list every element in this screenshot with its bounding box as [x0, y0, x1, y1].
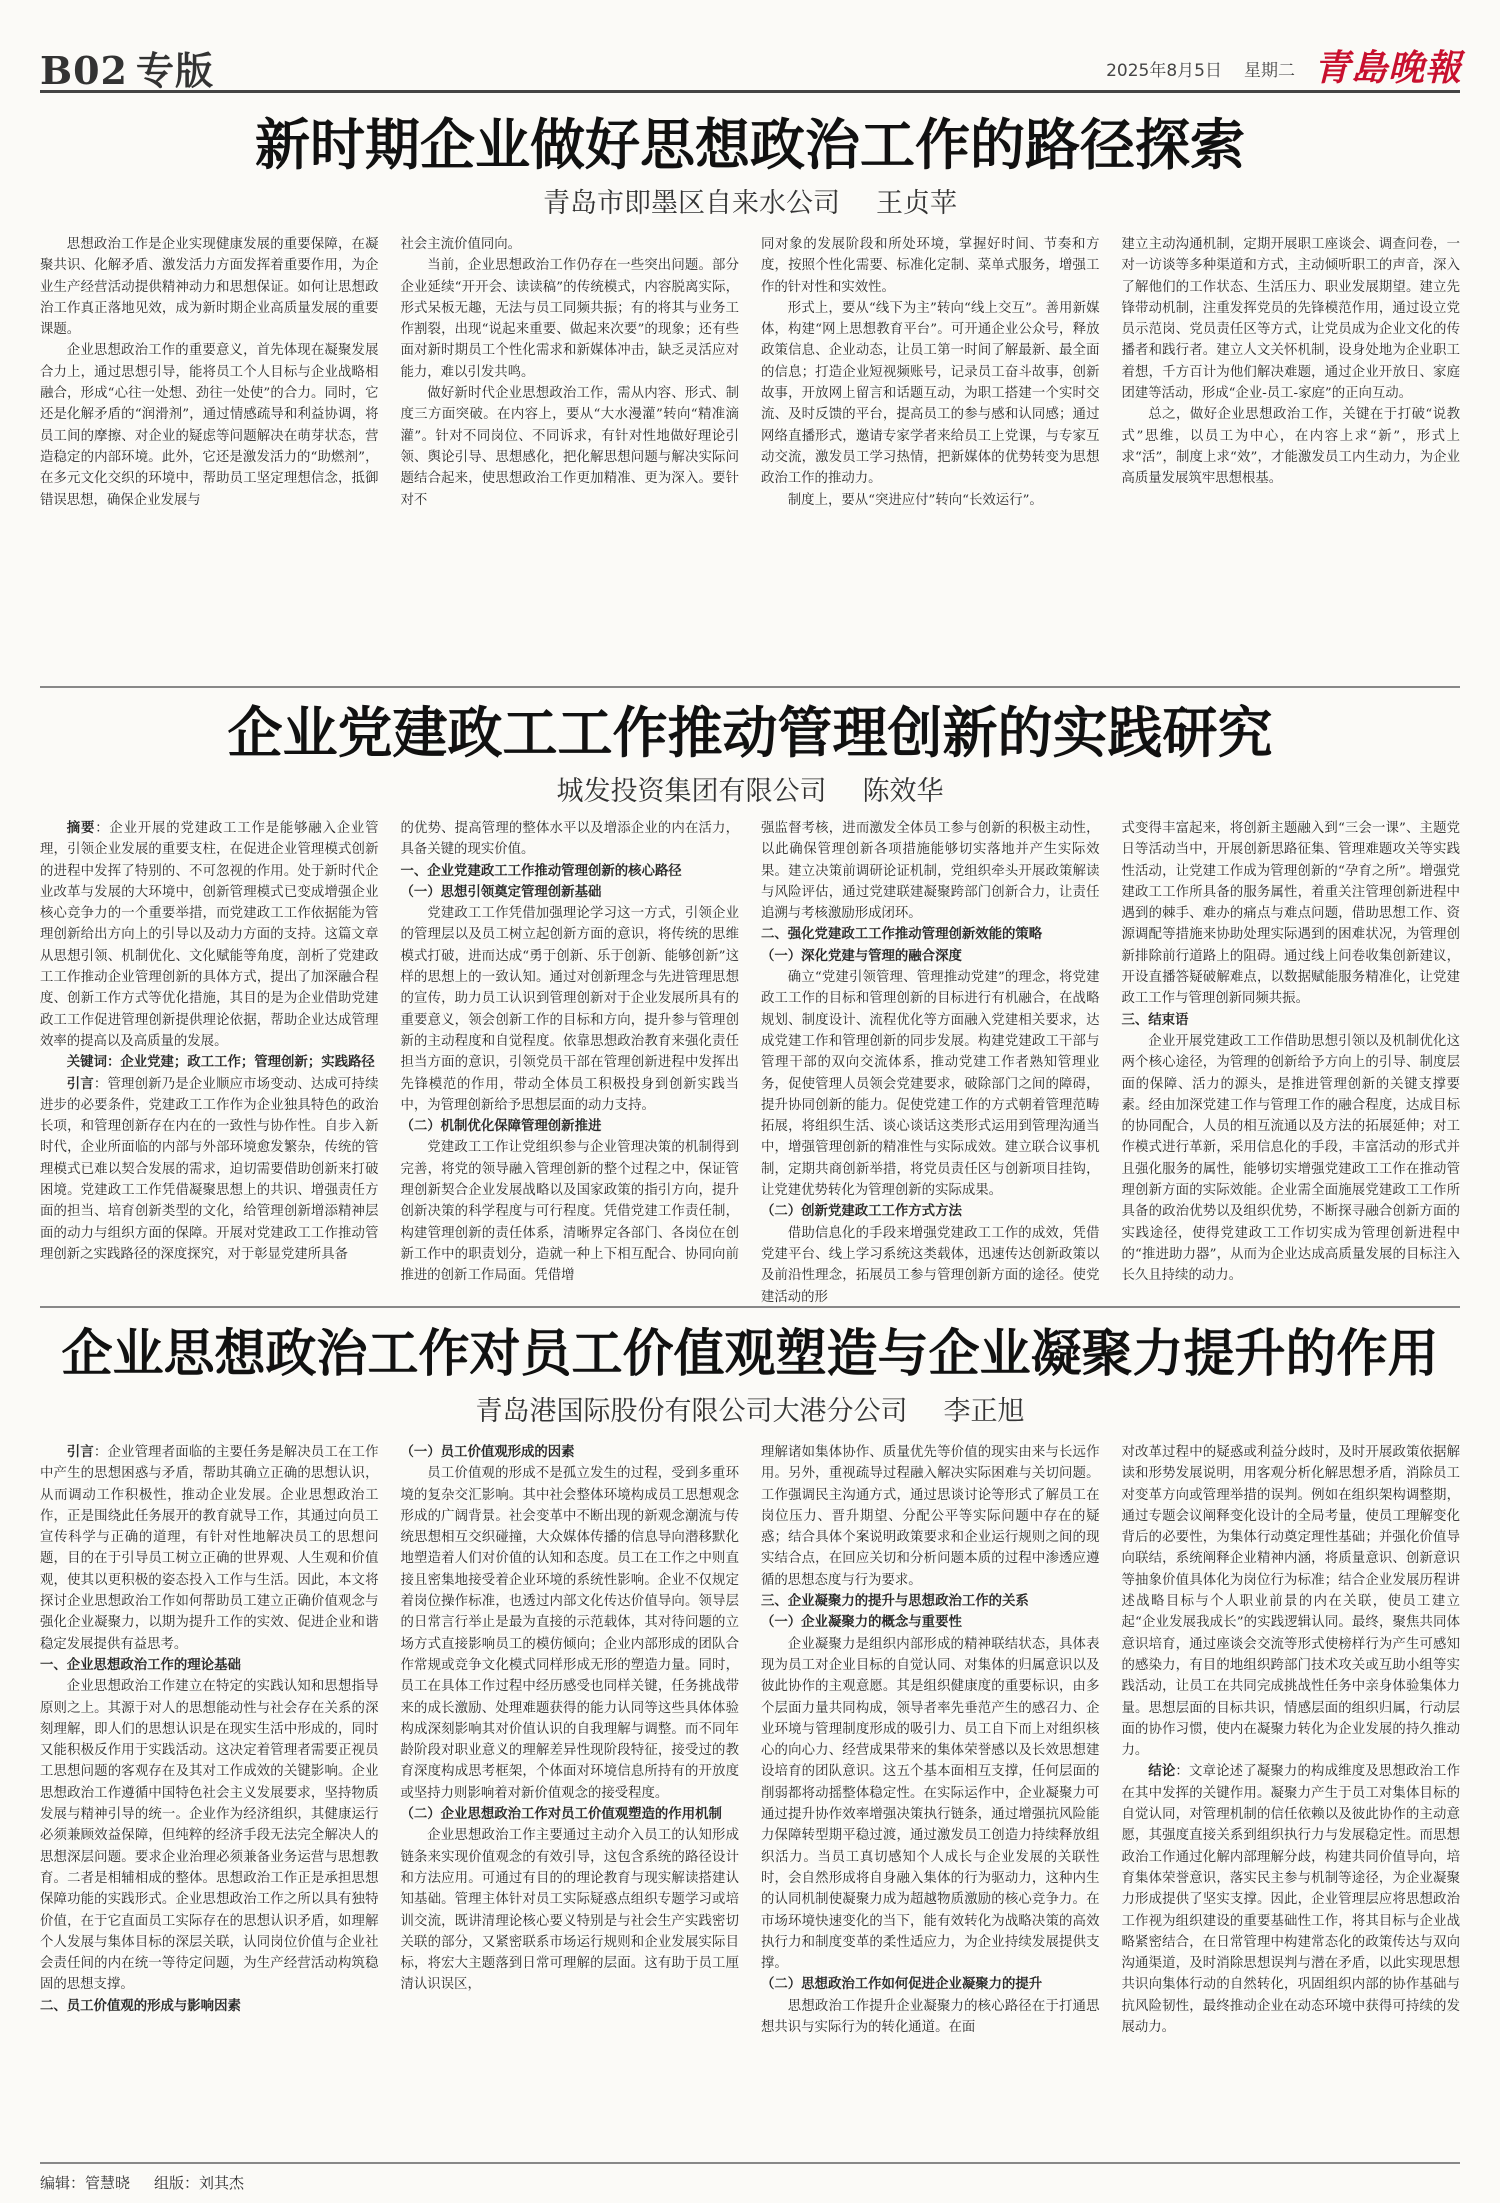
article-byline [40, 184, 1460, 224]
article-byline [40, 772, 1460, 812]
byline-org: 青岛市即墨区自来水公司 [543, 188, 840, 219]
article-column: （一）员工价值观形成的因素 员工价值观的形成不是孤立发生的过程，受到多重环境的复杂交汇影响。其中社会整体环境构成员工思想观念形成的广阔背景。社会变革中不断出现的新观念潮流与传统思想相互交织碰撞，大众媒体传播的信息导向潜移默化地塑造着人们对价值的认知和态度。员工在工作之中则直接且密集地接受着企业环境的系统性影响。企业不仅规定着岗位操作标准，也透过内部文化传达价值导向。领导层的日常言行举止是最为直接的示范载体，其对待问题的立场方式直接影响员工的模仿倾向；企业内部形成的团队合作常规或竞争文化模式同样形成无形的塑造力量。同时，员工在具体工作过程中经历感受也同样关键，任务挑战带来的成长激励、处理难题获得的能力认同等这些具体体验构成深刻影响其对价值认识的自我理解与调整。而不同年龄阶段对职业意义的理解差异性现阶段特征，接受过的教育深度构成思考框架，个体面对环境信息所持有的开放度或坚持力则影响着对新价值观念的接受程度。 （二）企业思想政治工作对员工价值观塑造的作用机制 企业思想政治工作主要通过主动介入员工的认知形成链条来实现价值观念的有效引导，这包含系统的路径设计和方法应用。可通过有目的的理论教育与现实解读搭建认知基础。管理主体针对员工实际疑惑点组织专题学习或培训交流，既讲清理论核心要义特别是与社会生产实践密切关联的部分，又紧密联系市场运行规则和企业发展实际目标，将宏大主题落到日常可理解的层面。这有助于员工厘清认识误区， [400, 1444, 739, 1993]
footer-rule [40, 2162, 1460, 2164]
dateline [1084, 56, 1295, 81]
byline-author: 李正旭 [943, 1396, 1025, 1427]
article-column: 引言：企业管理者面临的主要任务是解决员工在工作中产生的思想困惑与矛盾，帮助其确立正确的思想认识，从而调动工作积极性，推动企业发展。企业思想政治工作，正是围绕此任务展开的教育就导工作，其通过向员工宣传科学与正确的道理，有针对性地解决员工的思想问题，目的在于引导员工树立正确的世界观、人生观和价值观，使其以更积极的姿态投入工作与生活。因此，本文将探讨企业思想政治工作如何帮助员工建立正确价值观念与强化企业凝聚力，以期为提升工作的实效、促进企业和谐稳定发展提供有益思考。 一、企业思想政治工作的理论基础 企业思想政治工作建立在特定的实践认知和思想指导原则之上。其源于对人的思想能动性与社会存在关系的深刻理解，即人们的思想认识是在现实生活中形成的，同时又能积极反作用于实践活动。这决定着管理者需要正视员工思想问题的客观存在及其对工作成效的关键影响。企业思想政治工作遵循中国特色社会主义发展要求，坚持物质发展与精神引导的统一。企业作为经济组织，其健康运行必须兼顾效益保障，但纯粹的经济手段无法完全解决人的思想深层问题。要求企业治理必须兼备业务运营与思想教育。二者是相辅相成的整体。思想政治工作正是承担思想保障功能的实践形式。企业思想政治工作之所以具有独特价值，在于它直面员工实际存在的思想认识矛盾，如理解个人发展与集体目标的深层关联，认同岗位价值与企业社会责任间的内在统一等待定问题，为生产经营活动构筑稳固的思想支撑。 二、员工价值观的形成与影响因素 [40, 1444, 379, 2014]
byline-author: 陈效华 [862, 776, 944, 807]
article-3 [40, 1318, 1460, 2158]
byline-org: 青岛港国际股份有限公司大港分公司 [475, 1396, 908, 1427]
article-column: 理解诸如集体协作、质量优先等价值的现实由来与长远作用。另外，重视疏导过程融入解决实际困难与关切问题。工作强调民主沟通方式，通过思谈讨论等形式了解员工在岗位压力、晋升期望、分配公平等实际问题中存在的疑惑；结合具体个案说明政策要求和企业运行规则之间的现实结合点，在回应关切和分析问题本质的过程中渗透应遵循的思想态度与行为要求。 三、企业凝聚力的提升与思想政治工作的关系 （一）企业凝聚力的概念与重要性 企业凝聚力是组织内部形成的精神联结状态，具体表现为员工对企业目标的自觉认同、对集体的归属意识以及彼此协作的主观意愿。其是组织健康度的重要标识，由多个层面力量共同构成，领导者率先垂范产生的感召力、企业环境与管理制度形成的吸引力、员工自下而上对组织核心的向心力、经营成果带来的集体荣誉感以及长效思想建设培育的团队意识。这五个基本面相互支撑，任何层面的削弱都将动摇整体稳定性。在实际运作中，企业凝聚力可通过提升协作效率增强决策执行链条，通过增强抗风险能力保障转型期平稳过渡，通过激发员工创造力持续释放组织活力。当员工真切感知个人成长与企业发展的关联性时，会自然形成将自身融入集体的行为驱动力，这种内生的认同机制使凝聚力成为超越物质激励的核心竞争力。在市场环境快速变化的当下，能有效转化为战略决策的高效执行力和制度变革的柔性适应力，为企业持续发展提供支撑。 （二）思想政治工作如何促进企业凝聚力的提升 思想政治工作提升企业凝聚力的核心路径在于打通思想共识与实际行为的转化通道。在面 [761, 1445, 1100, 2036]
layout-credit: 组版：刘其杰 [154, 2174, 245, 2192]
byline-author: 王贞苹 [876, 188, 957, 219]
issue-date: 2025年8月5日 [1106, 61, 1222, 81]
article-headline: 新时期企业做好思想政治工作的路径探索 [254, 112, 1245, 177]
article-byline [40, 1392, 1460, 1432]
byline-org: 城发投资集团有限公司 [556, 776, 827, 807]
masthead [0, 0, 1500, 93]
article-column: 强监督考核，进而激发全体员工参与创新的积极主动性，以此确保管理创新各项措施能够切实落地并产生实际效果。建立决策前调研论证机制，党组织牵头开展政策解读与风险评估，通过党建联建凝聚跨部门创新合力，让责任追溯与考核激励形成闭环。 二、强化党建政工工作推动管理创新效能的策略 （一）深化党建与管理的融合深度 确立“党建引领管理、管理推动党建”的理念，将党建政工工作的目标和管理创新的目标进行有机融合，在战略规划、制度设计、流程优化等方面融入党建相关要求，达成党建工作和管理创新的同步发展。构建党建政工干部与管理干部的双向交流体系，推动党建工作者熟知管理业务，促使管理人员领会党建要求，破除部门之间的障碍，提升协同创新的能力。促使党建工作的方式朝着管理范畴拓展，将组织生活、谈心谈话这类形式运用到管理沟通当中，增强管理创新的精准性与实际成效。建立联合议事机制，定期共商创新举措，将党员责任区与创新项目挂钩，让党建优势转化为管理创新的实际成果。 （二）创新党建政工工作方式方法 借助信息化的手段来增强党建政工工作的成效，凭借党建平台、线上学习系统这类载体，迅速传达创新政策以及前沿性理念，拓展员工参与管理创新方面的途径。使党建活动的形 [761, 821, 1100, 1305]
article-headline: 企业党建政工工作推动管理创新的实践研究 [227, 700, 1273, 765]
article-column: 摘要：企业开展的党建政工工作是能够融入企业管理，引领企业发展的重要支柱，在促进企业管理模式创新的进程中发挥了特别的、不可忽视的作用。处于新时代企业改革与发展的大环境中，创新管理模式已变成增强企业核心竞争力的一个重要举措，而党建政工工作依据能为管理创新给出方向上的引导以及动力方面的支持。这篇文章从思想引领、机制优化、文化赋能等角度，剖析了党建政工工作推动企业管理创新的具体方式，提出了加深融合程度、创新工作方式等优化措施，其目的是为企业借助党建政工工作促进管理创新提供理论依据，帮助企业达成管理效率的提高以及高质量的发展。 关键词：企业党建；政工工作；管理创新；实践路径 引言：管理创新乃是企业顺应市场变动、达成可持续进步的必要条件，党建政工工作作为企业独具特色的政治长项，和管理创新存在内在的一致性与协作性。自步入新时代，企业所面临的内部与外部环境愈发繁杂，传统的管理模式已难以契合发展的需求，迫切需要借助创新来打破困境。党建政工工作凭借凝聚思想上的共识、增强责任方面的担当、培育创新类型的文化，给管理创新增添精神层面的动力与组织方面的保障。开展对党建政工工作推动管理创新之实践路径的深度探究，对于彰显党建所具备 [40, 820, 379, 1262]
article-2 [40, 696, 1460, 1305]
article-column: 建立主动沟通机制，定期开展职工座谈会、调查问卷，一对一访谈等多种渠道和方式，主动倾听职工的声音，深入了解他们的工作状态、生活压力、职业发展期望。建立先锋带动机制，注重发挥党员的先锋模范作用，通过设立党员示范岗、党员责任区等方式，让党员成为企业文化的传播者和践行者。建立人文关怀机制，设身处地为企业职工着想，千方百计为他们解决难题，通过企业开放日、家庭团建等活动，形成“企业-员工-家庭”的正向互动。 总之，做好企业思想政治工作，关键在于打破“说教式”思维，以员工为中心，在内容上求“新”，形式上求“活”，制度上求“效”，才能激发员工内生动力，为企业高质量发展筑牢思想根基。 [1121, 237, 1460, 487]
issue-weekday: 星期二 [1244, 61, 1295, 81]
article-column: 同对象的发展阶段和所处环境，掌握好时间、节奏和方度，按照个性化需要、标准化定制、菜单式服务，增强工作的针对性和实效性。 形式上，要从“线下为主”转向“线上交互”。善用新媒体，构建“网上思想教育平台”。可开通企业公众号，释放政策信息、企业动态，让员工第一时间了解最新、最全面的信息；打造企业短视频账号，记录员工奋斗故事，创新故事，开放网上留言和话题互动，为职工搭建一个实时交流、及时反馈的平台，提高员工的参与感和认同感；通过网络直播形式，邀请专家学者来给员工上党课，与专家互动交流，激发员工学习热情，把新媒体的优势转变为思想政治工作的推动力。 制度上，要从“突进应付”转向“长效运行”。 [761, 237, 1100, 508]
page-footer [40, 2172, 1460, 2193]
article-column: 思想政治工作是企业实现健康发展的重要保障，在凝聚共识、化解矛盾、激发活力方面发挥着重要作用，为企业生产经营活动提供精神动力和思想保证。如何让思想政治工作真正落地见效，成为新时期企业高质量发展的重要课题。 企业思想政治工作的重要意义，首先体现在凝聚发展合力上，通过思想引导，能将员工个人目标与企业战略相融合，形成“心往一处想、劲往一处使”的合力。同时，它还是化解矛盾的“润滑剂”，通过情感疏导和利益协调，将员工间的摩擦、对企业的疑虑等问题解决在萌芽状态，营造稳定的内部环境。此外，它还是激发活力的“助燃剂”，在多元文化交织的环境中，帮助员工坚定理想信念，抵御错误思想，确保企业发展与 [40, 237, 379, 508]
article-column: 式变得丰富起来，将创新主题融入到“三会一课”、主题党日等活动当中，开展创新思路征集、管理难题攻关等实践性活动，让党建工作成为管理创新的“孕育之所”。增强党建政工工作所具备的服务属性，着重关注管理创新进程中遇到的棘手、难办的痛点与难点问题，借助思想工作、资源调配等措施来协助处理实际遇到的困难状况，为管理创新排除前行道路上的阻碍。通过线上问卷收集创新建议，开设直播答疑破解难点，以数据赋能服务精准化，让党建政工工作与管理创新同频共振。 三、结束语 企业开展党建政工工作借助思想引领以及机制优化这两个核心途径，为管理的创新给予方向上的引导、制度层面的保障、活力的源头，是推进管理创新的关键支撑要素。经由加深党建工作与管理工作的融合程度，达成目标的协同配合，人员的相互流通以及方法的拓展延伸；对工作模式进行革新，采用信息化的手段，丰富活动的形式并且强化服务的属性，能够切实增强党建政工工作在推动管理创新方面的实际效能。企业需全面施展党建政工工作所具备的政治优势以及组织优势，不断探寻融合创新方面的实践途径，使得党建政工工作切实成为管理创新进程中的“推进助力器”，从而为企业达成高质量发展的目标注入长久且持续的动力。 [1121, 821, 1460, 1284]
page-code: B02 专版 [40, 48, 215, 93]
article-headline: 企业思想政治工作对员工价值观塑造与企业凝聚力提升的作用 [61, 1324, 1439, 1384]
section-name: 专版 [136, 48, 215, 93]
masthead-rule [40, 90, 1460, 93]
article-columns [40, 818, 1460, 1305]
article-divider [40, 1306, 1460, 1308]
article-columns [40, 234, 1460, 674]
article-1 [40, 108, 1460, 680]
article-columns [40, 1442, 1460, 2154]
article-divider [40, 686, 1460, 688]
newspaper-logo: 青島晚報 [1313, 47, 1462, 89]
editor-credit: 编辑：管慧晓 [40, 2174, 131, 2192]
article-column: 社会主流价值同向。 当前，企业思想政治工作仍存在一些突出问题。部分企业延续“开开会、读读稿”的传统模式，内容脱离实际，形式呆板无趣，无法与员工同频共振；有的将其与业务工作割裂，出现“说起来重要、做起来次要”的现象；还有些面对新时期员工个性化需求和新媒体冲击，缺乏灵活应对能力，难以引发共鸣。 做好新时代企业思想政治工作，需从内容、形式、制度三方面突破。在内容上，要从“大水漫灌”转向“精准滴灌”。针对不同岗位、不同诉求，有针对性地做好理论引领、舆论引导、思想感化，把化解思想问题与解决实际问题结合起来，使思想政治工作更加精准、更为深入。要针对不 [400, 237, 739, 508]
article-column: 的优势、提高管理的整体水平以及增添企业的内在活力，具备关键的现实价值。 一、企业党建政工工作推动管理创新的核心路径 （一）思想引领奠定管理创新基础 党建政工工作凭借加强理论学习这一方式，引领企业的管理层以及员工树立起创新方面的意识，将传统的思维模式打破，进而达成“勇于创新、乐于创新、能够创新”这样的思想上的一致认知。通过对创新理念与先进管理思想的宣传，助力员工认识到管理创新对于企业发展所具有的重要意义，领会创新工作的目标和方向，提升参与管理创新的主动程度和自觉程度。依靠思想政治教育来强化责任担当方面的意识，引领党员干部在管理创新进程中发挥出先锋模范的作用，带动全体员工积极投身到创新实践当中，为管理创新给予思想层面的动力支持。 （二）机制优化保障管理创新推进 党建政工工作让党组织参与企业管理决策的机制得到完善，将党的领导融入管理创新的整个过程之中，保证管理创新契合企业发展战略以及国家政策的指引方向，提升创新决策的科学程度与可行程度。凭借党建工作责任制，构建管理创新的责任体系，清晰界定各部门、各岗位在创新工作中的职责划分，造就一种上下相互配合、协同向前推进的创新工作局面。凭借增 [400, 821, 739, 1284]
article-column: 对改革过程中的疑惑或利益分歧时，及时开展政策依据解读和形势发展说明，用客观分析化解思想矛盾，消除员工对变革方向或管理举措的误判。例如在组织架构调整期，通过专题会议阐释变化设计的全局考量，使员工理解变化背后的必要性，为集体行动奠定理性基础；并强化价值导向联结，系统阐释企业精神内涵，将质量意识、创新意识等抽象价值具体化为岗位行为标准；结合企业发展历程讲述战略目标与个人职业前景的内在关联，使员工建立起“企业发展我成长”的实践逻辑认同。最终，聚焦共同体意识培育，通过座谈会交流等形式使榜样行为产生可感知的感染力，有目的地组织跨部门技术攻关或互助小组等实践活动，让员工在共同完成挑战性任务中亲身体验集体力量。思想层面的目标共识，情感层面的组织归属，行动层面的协作习惯，使内在凝聚力转化为企业发展的持久推动力。 结论：文章论述了凝聚力的构成维度及思想政治工作在其中发挥的关键作用。凝聚力产生于员工对集体目标的自觉认同，对管理机制的信任依赖以及彼此协作的主动意愿，其强度直接关系到组织执行力与发展稳定性。而思想政治工作通过化解内部理解分歧，构建共同价值导向，培育集体荣誉意识，落实民主参与机制等途径，为企业凝聚力形成提供了坚实支撑。因此，企业管理层应将思想政治工作视为组织建设的重要基础性工作，将其目标与企业战略紧密结合，在日常管理中构建常态化的政策传达与双向沟通渠道，及时消除思想误判与潜在矛盾，以此实现思想共识向集体行动的自然转化，巩固组织内部的协作基础与抗风险韧性，最终推动企业在动态环境中获得可持续的发展动力。 [1121, 1445, 1461, 2036]
